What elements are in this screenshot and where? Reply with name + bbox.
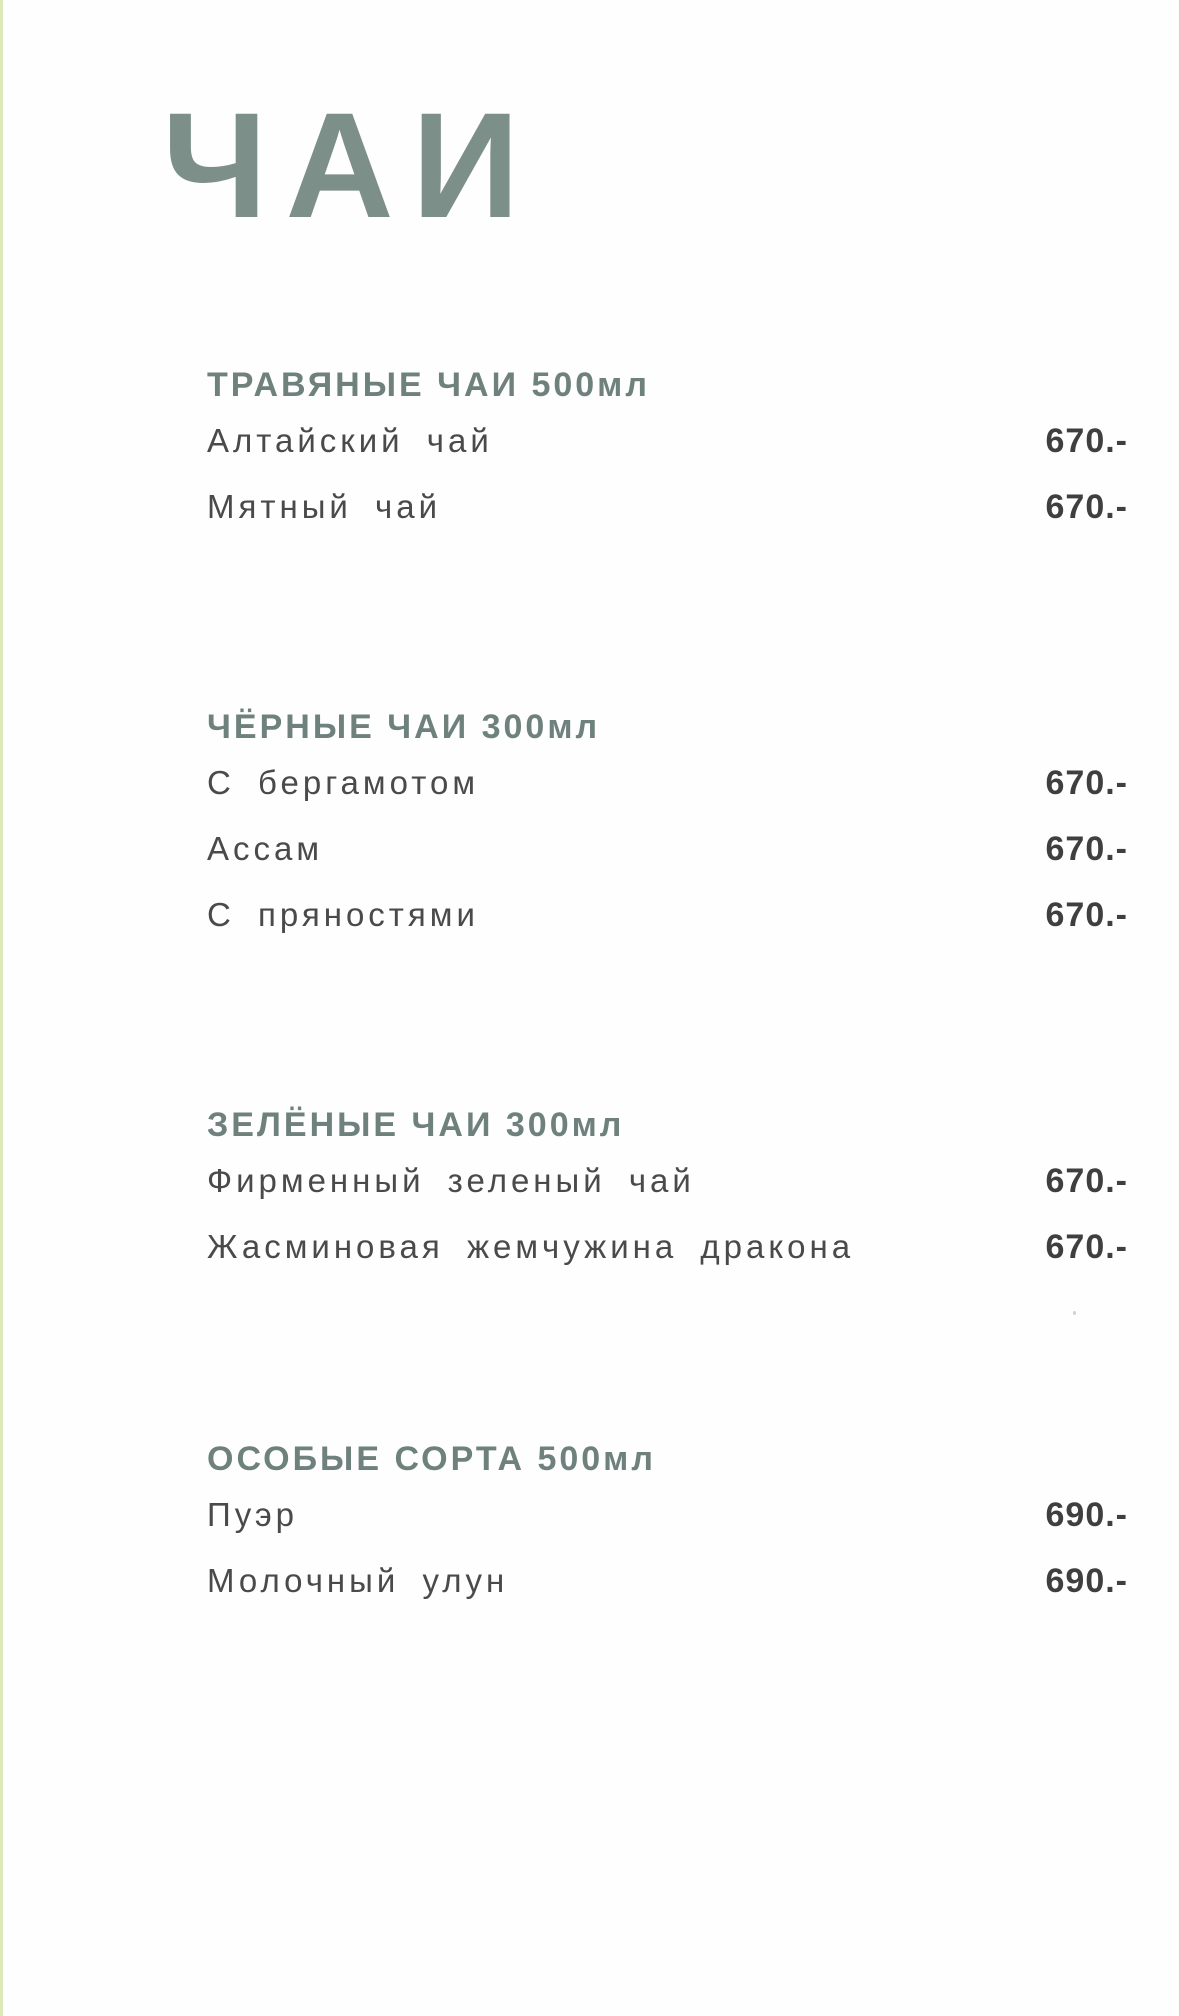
menu-item [207, 816, 1128, 882]
menu-item [207, 408, 1128, 474]
menu-item-price: 670.- [1045, 422, 1128, 460]
menu-section-black-teas [207, 704, 1128, 948]
section-heading: ЧЁРНЫЕ ЧАИ 300мл [207, 708, 601, 746]
menu-item [207, 1482, 1128, 1548]
menu-item [207, 750, 1128, 816]
menu-item-price: 670.- [1045, 896, 1128, 934]
menu-item-price: 670.- [1045, 1228, 1128, 1266]
menu-item-price: 690.- [1045, 1496, 1128, 1534]
menu-item-name: С бергамотом [207, 764, 480, 801]
menu-section-green-teas [207, 1102, 1128, 1280]
menu-item [207, 474, 1128, 540]
menu-item [207, 1548, 1128, 1614]
section-heading: ЗЕЛЁНЫЕ ЧАИ 300мл [207, 1106, 625, 1144]
menu-item-price: 670.- [1045, 830, 1128, 868]
menu-item [207, 882, 1128, 948]
menu-item-name: Ассам [207, 830, 324, 867]
menu-item-name: С пряностями [207, 896, 479, 933]
menu-item [207, 1148, 1128, 1214]
menu-item-price: 670.- [1045, 1162, 1128, 1200]
menu-item-name: Алтайский чай [207, 422, 493, 459]
decorative-speck [1073, 1311, 1076, 1315]
menu-item-price: 690.- [1045, 1562, 1128, 1600]
page-title: ЧАИ [162, 81, 538, 249]
menu-item-name: Мятный чай [207, 488, 441, 525]
menu-item-price: 670.- [1045, 764, 1128, 802]
menu-item-name: Молочный улун [207, 1562, 509, 1599]
menu-section-herbal-teas [207, 362, 1128, 540]
menu-section-special-varieties [207, 1436, 1128, 1614]
menu-item-price: 670.- [1045, 488, 1128, 526]
menu-item-name: Жасминовая жемчужина дракона [207, 1228, 855, 1265]
section-heading: ОСОБЫЕ СОРТА 500мл [207, 1440, 656, 1478]
section-heading: ТРАВЯНЫЕ ЧАИ 500мл [207, 366, 650, 404]
menu-item-name: Пуэр [207, 1496, 299, 1533]
menu-item [207, 1214, 1128, 1280]
menu-item-name: Фирменный зеленый чай [207, 1162, 695, 1199]
page-edge-line [0, 0, 3, 2016]
